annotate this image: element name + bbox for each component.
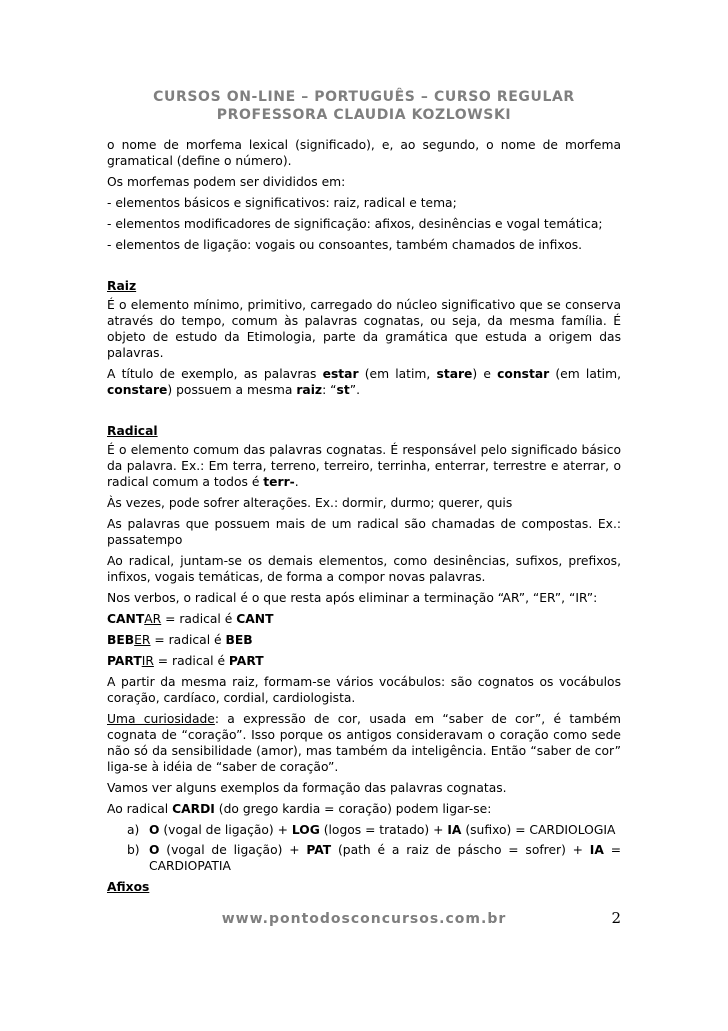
- section-heading-raiz: Raiz: [107, 279, 137, 293]
- header-teacher-line: PROFESSORA CLAUDIA KOZLOWSKI: [216, 107, 512, 123]
- page-footer: [107, 911, 621, 931]
- page-number: 2: [611, 909, 621, 927]
- radical-paragraph: Ao radical CARDI (do grego kardia = coração) podem ligar-se:: [107, 802, 492, 816]
- header-course-line: CURSOS ON-LINE – PORTUGUÊS – CURSO REGULAR: [153, 89, 575, 105]
- radical-paragraph: É o elemento comum das palavras cognatas. É responsável pelo significado básico da palavra. Ex.: Em terra, terreno, terreiro, terrinha, enterrar, terrestre e aterrar, o radical comum a todos é terr-.: [107, 443, 621, 489]
- section-heading-afixos: Afixos: [107, 880, 150, 894]
- raiz-paragraph: É o elemento mínimo, primitivo, carregado do núcleo significativo que se conserva através do tempo, comum às palavras cognatas, ou seja, da mesma família. É objeto de estudo da Etimologia, parte da gramática que estuda a origem das palavras.: [107, 298, 621, 360]
- list-item: b) O (vogal de ligação) + PAT (path é a raiz de páscho = sofrer) + IA = CARDIOPATIA: [127, 843, 621, 873]
- intro-paragraph: Os morfemas podem ser divididos em:: [107, 175, 346, 189]
- verb-example: BEBER = radical é BEB: [107, 633, 253, 647]
- radical-paragraph: Ao radical, juntam-se os demais elementos, como desinências, sufixos, prefixos, infixos, vogais temáticas, de forma a compor novas palavras.: [107, 554, 621, 584]
- footer-website: www.pontodosconcursos.com.br: [221, 911, 507, 927]
- morpheme-type-item: - elementos básicos e significativos: raiz, radical e tema;: [107, 196, 457, 210]
- verb-example: PARTIR = radical é PART: [107, 654, 264, 668]
- curiosity-paragraph: Uma curiosidade: a expressão de cor, usada em “saber de cor”, é também cognata de “coração”. Isso porque os antigos consideravam o coração como sede não só da sensibilidade (amor), mas também da inteligência. Então “saber de cor” liga-se à idéia de “saber de coração”.: [107, 712, 621, 774]
- raiz-example-paragraph: A título de exemplo, as palavras estar (em latim, stare) e constar (em latim, constare) possuem a mesma raiz: “st”.: [107, 367, 621, 397]
- spacer: [107, 258, 621, 278]
- spacer: [107, 403, 621, 423]
- radical-paragraph: A partir da mesma raiz, formam-se vários vocábulos: são cognatos os vocábulos coração, cardíaco, cordial, cardiologista.: [107, 675, 621, 705]
- page-header: [107, 88, 621, 124]
- morpheme-type-item: - elementos modificadores de significação: afixos, desinências e vogal temática;: [107, 217, 603, 231]
- section-heading-radical: Radical: [107, 424, 158, 438]
- document-body: [107, 137, 621, 898]
- verb-example: CANTAR = radical é CANT: [107, 612, 274, 626]
- radical-paragraph: As palavras que possuem mais de um radical são chamadas de compostas. Ex.: passatempo: [107, 517, 621, 547]
- list-item: a) O (vogal de ligação) + LOG (logos = tratado) + IA (sufixo) = CARDIOLOGIA: [127, 823, 616, 837]
- morpheme-type-item: - elementos de ligação: vogais ou consoantes, também chamados de infixos.: [107, 238, 583, 252]
- intro-paragraph: o nome de morfema lexical (significado), e, ao segundo, o nome de morfema gramatical (define o número).: [107, 138, 621, 168]
- cognate-example-list: [107, 822, 621, 874]
- radical-paragraph: Às vezes, pode sofrer alterações. Ex.: dormir, durmo; querer, quis: [107, 496, 513, 510]
- radical-paragraph: Vamos ver alguns exemplos da formação das palavras cognatas.: [107, 781, 507, 795]
- radical-paragraph: Nos verbos, o radical é o que resta após eliminar a terminação “AR”, “ER”, “IR”:: [107, 591, 598, 605]
